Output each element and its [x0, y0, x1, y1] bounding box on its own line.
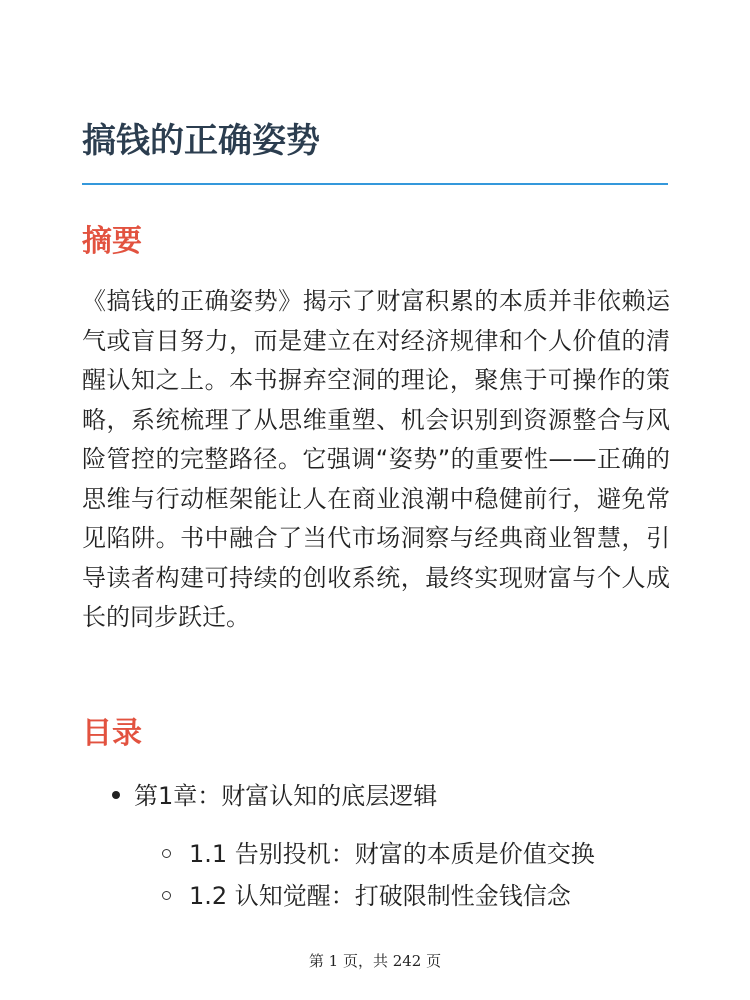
toc-section-item[interactable] [162, 880, 571, 912]
bullet-disc-icon [112, 791, 120, 799]
toc-section-label: 1.1 告别投机：财富的本质是价值交换 [189, 840, 595, 868]
toc-section-label: 1.2 认知觉醒：打破限制性金钱信念 [189, 882, 571, 910]
toc-heading: 目录 [82, 716, 142, 751]
toc-section-item[interactable] [162, 838, 595, 870]
page-number-footer: 第 1 页，共 242 页 [308, 952, 442, 970]
toc-chapter-label: 第1章：财富认知的底层逻辑 [134, 782, 438, 810]
abstract-paragraph: 《搞钱的正确姿势》揭示了财富积累的本质并非依赖运气或盲目努力，而是建立在对经济规律和个人价值的清醒认知之上。本书摒弃空洞的理论，聚焦于可操作的策略，系统梳理了从思维重塑、机会识别到资源整合与风险管控的完整路径。它强调“姿势”的重要性——正确的思维与行动框架能让人在商业浪潮中稳健前行，避免常见陷阱。书中融合了当代市场洞察与经典商业智慧，引导读者构建可持续的创收系统，最终实现财富与个人成长的同步跃迁。 [82, 287, 670, 631]
bullet-circle-icon [162, 891, 171, 900]
toc-chapter-item[interactable] [112, 780, 437, 812]
document-title: 搞钱的正确姿势 [82, 121, 320, 161]
title-divider [82, 183, 668, 185]
abstract-heading: 摘要 [82, 224, 142, 259]
bullet-circle-icon [162, 849, 171, 858]
